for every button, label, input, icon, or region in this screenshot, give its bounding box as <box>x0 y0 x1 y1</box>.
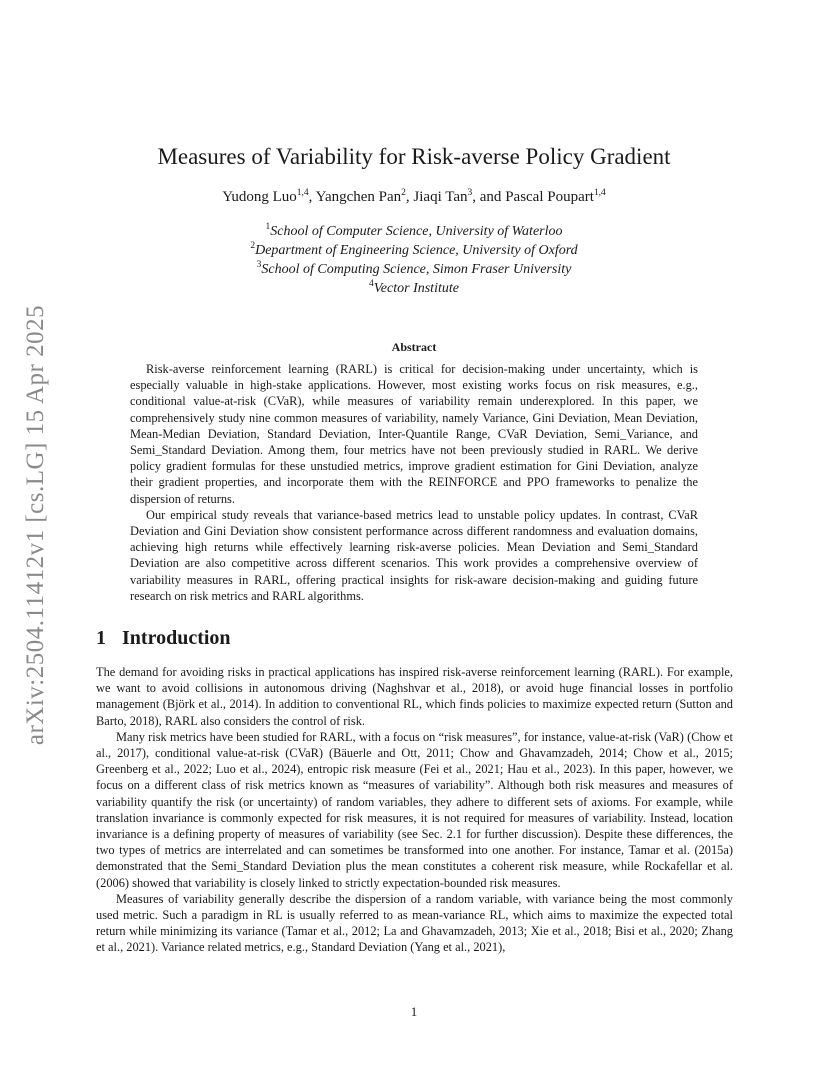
author-affiliation-mark: 2 <box>401 188 406 198</box>
affiliation-list <box>0 222 828 298</box>
affiliation-line <box>0 279 828 298</box>
arxiv-identifier-stamp <box>16 285 56 765</box>
affiliation-line <box>0 260 828 279</box>
paper-title: Measures of Variability for Risk-averse Policy Gradient <box>157 144 671 169</box>
affiliation-mark: 4 <box>369 279 374 289</box>
body-paragraph: The demand for avoiding risks in practical applications has inspired risk-averse reinforcement learning (RARL). For example, we want to avoid collisions in autonomous driving (Naghshvar et al., 2018), or avoid huge financial losses in portfolio management (Björk et al., 2014). In addition to conventional RL, which finds policies to maximize expected return (Sutton and Barto, 2018), RARL also considers the control of risk. <box>96 665 733 728</box>
author-affiliation-mark: 3 <box>467 188 473 198</box>
affiliation-text: Department of Engineering Science, University of Oxford <box>255 243 578 258</box>
affiliation-text: Vector Institute <box>373 281 459 296</box>
author-separator: , <box>308 189 316 205</box>
affiliation-mark: 1 <box>265 222 271 232</box>
abstract-heading: Abstract <box>391 340 437 354</box>
affiliation-line <box>0 241 828 260</box>
abstract-paragraph: Risk-averse reinforcement learning (RARL) is critical for decision-making under uncertainty, which is especially valuable in high-stake applications. However, most existing works focus on risk measures, e.g., conditional value-at-risk (CVaR), while measures of variability remain underexplored. In this paper, we comprehensively study nine common measures of variability, namely Variance, Gini Deviation, Mean Deviation, Mean-Median Deviation, Standard Deviation, Inter-Quantile Range, CVaR Deviation, Semi_Variance, and Semi_Standard Deviation. Among them, four metrics have not been previously studied in RARL. We derive policy gradient formulas for these unstudied metrics, improve gradient estimation for Gini Deviation, analyze their gradient properties, and incorporate them with the REINFORCE and PPO frameworks to penalize the dispersion of returns. <box>130 362 698 506</box>
author-name: Jiaqi Tan <box>413 189 468 205</box>
abstract-body <box>130 361 698 604</box>
body-paragraph: Many risk metrics have been studied for RARL, with a focus on “risk measures”, for instance, value-at-risk (VaR) (Chow et al., 2017), conditional value-at-risk (CVaR) (Bäuerle and Ott, 2011; Chow and Ghavamzadeh, 2014; Chow et al., 2015; Greenberg et al., 2022; Luo et al., 2024), entropic risk measure (Fei et al., 2021; Hau et al., 2023). In this paper, however, we focus on a different class of risk metrics known as “measures of variability”. Although both risk measures and measures of variability quantify the risk (or uncertainty) of random variables, they adhere to different sets of axioms. For example, while translation invariance is commonly expected for risk measures, it is not required for measures of variability. Instead, location invariance is a defining property of measures of variability (see Sec. 2.1 for further discussion). Despite these differences, the two types of metrics are interrelated and can sometimes be transformed into one another. For instance, Tamar et al. (2015a) demonstrated that the Semi_Standard Deviation plus the mean constitutes a coherent risk measure, while Rockafellar et al. (2006) showed that variability is closely linked to strictly expectation-bounded risk measures. <box>96 729 733 890</box>
author-list <box>0 189 828 206</box>
author-separator: , <box>405 189 414 205</box>
affiliation-line <box>0 222 828 241</box>
author-name: Yudong Luo <box>222 189 297 205</box>
introduction-body <box>96 664 733 956</box>
author-separator: , and <box>472 189 506 205</box>
affiliation-mark: 2 <box>250 241 256 251</box>
author-affiliation-mark: 1,4 <box>296 188 309 198</box>
section-heading <box>96 627 231 650</box>
section-number: 1 <box>96 627 106 649</box>
section-title: Introduction <box>122 627 231 649</box>
author-name: Pascal Poupart <box>505 189 594 205</box>
affiliation-text: School of Computer Science, University of Waterloo <box>270 224 563 239</box>
body-paragraph: Measures of variability generally describe the dispersion of a random variable, with variance being the most commonly used metric. Such a paradigm in RL is usually referred to as mean-variance RL, which aims to maximize the expected total return while minimizing its variance (Tamar et al., 2012; La and Ghavamzadeh, 2013; Xie et al., 2018; Bisi et al., 2020; Zhang et al., 2021). Variance related metrics, e.g., Standard Deviation (Yang et al., 2021), <box>96 891 733 955</box>
page-number: 1 <box>410 1004 418 1019</box>
author-name: Yangchen Pan <box>315 189 402 205</box>
abstract-paragraph: Our empirical study reveals that variance-based metrics lead to unstable policy updates. In contrast, CVaR Deviation and Gini Deviation show consistent performance across different randomness and evaluation domains, achieving high returns while effectively learning risk-averse policies. Mean Deviation and Semi_Standard Deviation are also competitive across different scenarios. This work provides a comprehensive overview of variability measures in RARL, offering practical insights for risk-aware decision-making and guiding future research on risk metrics and RARL algorithms. <box>130 507 698 603</box>
affiliation-text: School of Computing Science, Simon Fraser University <box>261 262 572 277</box>
arxiv-identifier-text: arXiv:2504.11412v1 [cs.LG] 15 Apr 2025 <box>22 304 49 746</box>
author-affiliation-mark: 1,4 <box>593 188 606 198</box>
affiliation-mark: 3 <box>256 260 262 270</box>
